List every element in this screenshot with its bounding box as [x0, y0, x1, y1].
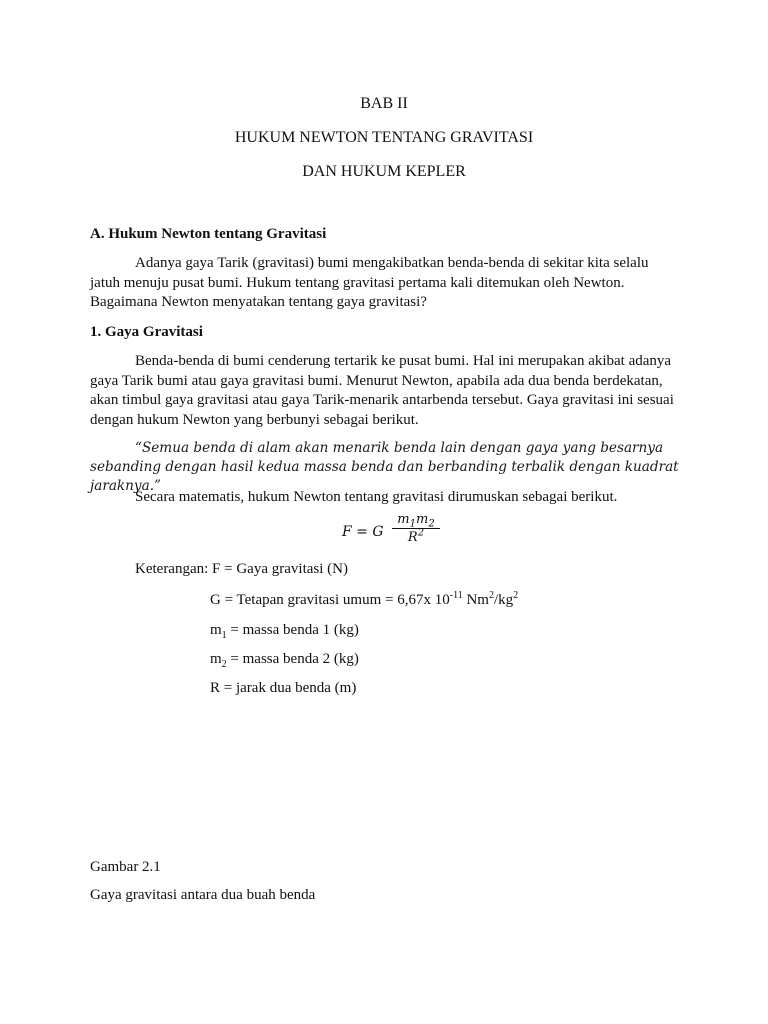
gravitation-formula — [340, 512, 440, 552]
formula-fraction — [392, 512, 440, 545]
section-a-paragraph: Adanya gaya Tarik (gravitasi) bumi mengakibatkan benda-benda di sekitar kita selalu jatuh menuju pusat bumi. Hukum tentang gravitasi pertama kali ditemukan oleh Newton. Bagaimana Newton menyatakan tentang gaya gravitasi? — [90, 255, 649, 310]
keterangan-m2: $m_2$ = massa benda 2 (kg) — [210, 651, 359, 670]
formula-lhs: F = G — [342, 524, 384, 540]
subsection-1-paragraph: Benda-benda di bumi cenderung tertarik ke pusat bumi. Hal ini merupakan akibat adanya gaya Tarik bumi atau gaya gravitasi bumi. Menurut Newton, apabila ada dua benda berdekatan, akan timbul gaya gravitasi atau gaya Tarik-menarik antarbenda tersebut. Gaya gravitasi ini sesuai dengan hukum Newton yang berbunyi sebagai berikut. — [90, 353, 674, 428]
figure-caption: Gaya gravitasi antara dua buah benda — [90, 887, 316, 903]
chapter-heading: BAB II — [360, 95, 408, 112]
formula-denominator: $R^2$ — [407, 527, 425, 545]
keterangan-label: Keterangan: F = Gaya gravitasi (N) — [135, 561, 348, 577]
formula-intro: Secara matematis, hukum Newton tentang gravitasi dirumuskan sebagai berikut. — [135, 489, 618, 505]
figure-label: Gambar 2.1 — [90, 859, 161, 875]
section-a-paragraph-block — [90, 254, 680, 313]
chapter-title-line-2: DAN HUKUM KEPLER — [302, 163, 466, 180]
chapter-title-line-1: HUKUM NEWTON TENTANG GRAVITASI — [234, 129, 534, 146]
formula-numerator: $m_1m_2$ — [392, 512, 440, 529]
keterangan-m1: $m_1$ = massa benda 1 (kg) — [210, 622, 359, 641]
newton-law-quote: “Semua benda di alam akan menarik benda lain dengan gaya yang besarnya sebanding dengan hasil kedua massa benda dan berbanding terbalik dengan kuadrat jaraknya.” — [90, 440, 679, 494]
keterangan-r: R = jarak dua benda (m) — [210, 680, 357, 696]
section-a-title: A. Hukum Newton tentang Gravitasi — [90, 226, 327, 242]
subsection-1-paragraph-block — [90, 352, 680, 430]
subsection-1-title: 1. Gaya Gravitasi — [90, 324, 203, 340]
keterangan-g: G = Tetapan gravitasi umum = 6,67x $10^{-11}$ $Nm^2/kg^2$ — [210, 590, 519, 608]
